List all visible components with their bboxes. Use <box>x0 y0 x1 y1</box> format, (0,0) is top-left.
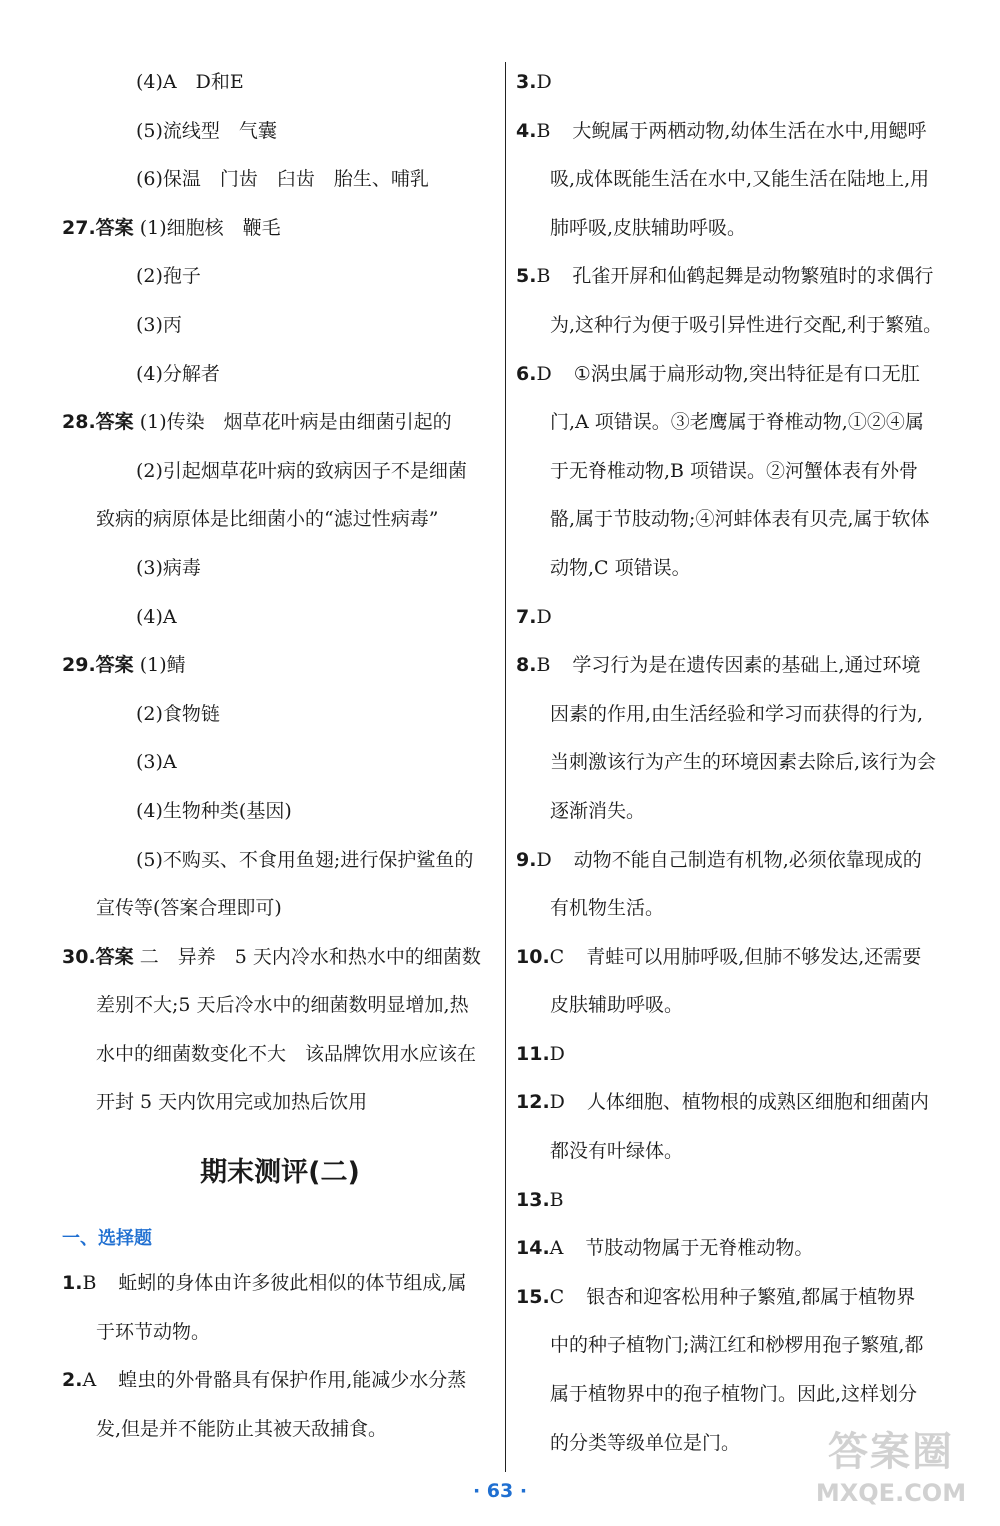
answer-letter: B <box>536 265 551 288</box>
right-column <box>516 58 952 1467</box>
question-number: 29. <box>62 654 96 677</box>
choice-answer-item <box>516 1273 952 1322</box>
answer-letter: D <box>536 71 552 93</box>
answer-text: (1)细胞核 鞭毛 <box>139 216 281 239</box>
answer-letter: D <box>536 605 552 628</box>
answer-continuation: 因素的作用,由生活经验和学习而获得的行为, <box>550 702 924 725</box>
answer-letter: D <box>536 362 552 385</box>
answer-continuation: 中的种子植物门;满江红和桫椤用孢子繁殖,都 <box>550 1334 924 1357</box>
explanation-text: 节肢动物属于无脊椎动物。 <box>585 1237 814 1260</box>
answer-subpart: (5)不购买、不食用鱼翅;进行保护鲨鱼的 <box>136 848 474 871</box>
answer-letter: B <box>536 654 551 677</box>
choice-answer-item <box>516 1176 952 1225</box>
choice-answer-item <box>516 1224 952 1273</box>
answer-subpart: (3)病毒 <box>136 556 201 579</box>
answer-item <box>62 641 498 690</box>
question-number: 5. <box>516 265 537 288</box>
explanation-text: 蚯蚓的身体由许多彼此相似的体节组成,属 <box>118 1272 467 1295</box>
question-number: 27. <box>62 216 96 239</box>
answer-letter: B <box>536 119 551 142</box>
answer-continuation: 都没有叶绿体。 <box>550 1140 684 1163</box>
answer-letter: B <box>82 1272 97 1295</box>
question-number: 30. <box>62 945 96 968</box>
answer-continuation: 逐渐消失。 <box>550 799 646 822</box>
answer-letter: B <box>549 1188 564 1211</box>
answer-text: (1)鲭 <box>139 654 186 677</box>
answer-continuation: 骼,属于节肢动物;④河蚌体表有贝壳,属于软体 <box>550 508 930 531</box>
answer-text: (1)传染 烟草花叶病是由细菌引起的 <box>139 411 452 434</box>
explanation-text: 人体细胞、植物根的成熟区细胞和细菌内 <box>586 1091 929 1114</box>
question-number: 4. <box>516 119 537 142</box>
answer-continuation: 有机物生活。 <box>550 897 665 920</box>
question-number: 12. <box>516 1091 550 1114</box>
choice-answer-item <box>516 836 952 885</box>
answer-subpart: (6)保温 门齿 臼齿 胎生、哺乳 <box>136 168 429 191</box>
answer-continuation: 的分类等级单位是门。 <box>550 1431 741 1454</box>
answer-continuation: 肺呼吸,皮肤辅助呼吸。 <box>550 216 747 239</box>
answer-label: 答案 <box>95 654 134 677</box>
explanation-text: 动物不能自己制造有机物,必须依靠现成的 <box>573 848 922 871</box>
answer-subpart: (4)生物种类(基因) <box>136 799 292 822</box>
page-number: · 63 · <box>472 1480 528 1502</box>
answer-letter: D <box>549 1042 565 1065</box>
question-number: 11. <box>516 1042 550 1065</box>
answer-continuation: 动物,C 项错误。 <box>550 556 691 579</box>
answer-subpart: (3)丙 <box>136 313 182 336</box>
answer-subpart: (2)孢子 <box>136 265 201 288</box>
section-subheading: 一、选择题 <box>62 1228 152 1250</box>
question-number: 9. <box>516 848 537 871</box>
left-column <box>62 58 498 1453</box>
section-title: 期末测评(二) <box>200 1157 360 1189</box>
answer-continuation: 开封 5 天内饮用完或加热后饮用 <box>96 1091 368 1114</box>
answer-continuation: 发,但是并不能防止其被天敌捕食。 <box>96 1417 388 1440</box>
answer-continuation: 属于植物界中的孢子植物门。因此,这样划分 <box>550 1383 918 1406</box>
answer-subpart: (5)流线型 气囊 <box>136 119 277 142</box>
answer-letter: A <box>82 1369 97 1392</box>
answer-continuation: 吸,成体既能生活在水中,又能生活在陆地上,用 <box>550 168 930 191</box>
answer-text: 二 异养 5 天内冷水和热水中的细菌数 <box>139 945 481 968</box>
answer-item <box>62 204 498 253</box>
question-number: 6. <box>516 362 537 385</box>
explanation-text: 大鲵属于两栖动物,幼体生活在水中,用鳃呼 <box>572 119 927 142</box>
explanation-text: 蝗虫的外骨骼具有保护作用,能减少水分蒸 <box>118 1369 467 1392</box>
choice-answer-item <box>516 933 952 982</box>
question-number: 14. <box>516 1237 550 1260</box>
answer-continuation: 为,这种行为便于吸引异性进行交配,利于繁殖。 <box>550 313 943 336</box>
choice-answer-item <box>516 252 952 301</box>
explanation-text: 学习行为是在遗传因素的基础上,通过环境 <box>572 654 921 677</box>
answer-subpart: (4)分解者 <box>136 362 220 385</box>
answer-continuation: 水中的细菌数变化不大 该品牌饮用水应该在 <box>96 1042 477 1065</box>
choice-answer-item <box>62 1259 498 1308</box>
question-number: 7. <box>516 605 537 628</box>
answer-letter: D <box>549 1091 565 1114</box>
answer-continuation: 差别不大;5 天后冷水中的细菌数明显增加,热 <box>96 994 469 1017</box>
choice-answer-item <box>516 641 952 690</box>
answer-item <box>62 933 498 982</box>
explanation-text: 青蛙可以用肺呼吸,但肺不够发达,还需要 <box>586 945 922 968</box>
answer-subpart: (2)食物链 <box>136 702 220 725</box>
answer-label: 答案 <box>95 411 134 434</box>
choice-answer-item <box>516 58 952 107</box>
explanation-text: ①涡虫属于扁形动物,突出特征是有口无肛 <box>573 362 920 385</box>
answer-continuation: 于无脊椎动物,B 项错误。②河蟹体表有外骨 <box>550 459 919 482</box>
choice-answer-item <box>516 593 952 642</box>
answer-letter: C <box>549 1285 565 1308</box>
watermark-logo <box>796 1426 986 1518</box>
answer-subpart: (3)A <box>136 751 177 774</box>
question-number: 1. <box>62 1272 83 1295</box>
answer-subpart: (4)A D和E <box>136 71 244 93</box>
question-number: 28. <box>62 411 96 434</box>
answer-subpart: (4)A <box>136 605 177 628</box>
choice-answer-item <box>516 350 952 399</box>
question-number: 2. <box>62 1369 83 1392</box>
choice-answer-item <box>516 1078 952 1127</box>
answer-item <box>62 398 498 447</box>
answer-continuation: 当刺激该行为产生的环境因素去除后,该行为会 <box>550 751 937 774</box>
choice-answer-item <box>516 107 952 156</box>
question-number: 15. <box>516 1285 550 1308</box>
answer-continuation: 宣传等(答案合理即可) <box>96 897 282 920</box>
answer-letter: C <box>549 945 565 968</box>
explanation-text: 孔雀开屏和仙鹤起舞是动物繁殖时的求偶行 <box>572 265 934 288</box>
choice-answer-item <box>516 1030 952 1079</box>
answer-continuation: 于环节动物。 <box>96 1320 211 1343</box>
answer-continuation: 皮肤辅助呼吸。 <box>550 994 684 1017</box>
answer-continuation: 致病的病原体是比细菌小的“滤过性病毒” <box>96 508 439 531</box>
question-number: 3. <box>516 71 537 93</box>
choice-answer-item <box>62 1356 498 1405</box>
answer-subpart: (2)引起烟草花叶病的致病因子不是细菌 <box>136 459 467 482</box>
question-number: 13. <box>516 1188 550 1211</box>
question-number: 10. <box>516 945 550 968</box>
answer-letter: D <box>536 848 552 871</box>
watermark-bottom: MXQE.COM <box>815 1479 967 1507</box>
answer-label: 答案 <box>95 216 134 239</box>
column-divider <box>505 62 506 1472</box>
watermark-top: 答案圈 <box>828 1429 954 1475</box>
answer-letter: A <box>549 1237 564 1260</box>
question-number: 8. <box>516 654 537 677</box>
answer-continuation: 门,A 项错误。③老鹰属于脊椎动物,①②④属 <box>550 411 924 434</box>
answer-label: 答案 <box>95 945 134 968</box>
explanation-text: 银杏和迎客松用种子繁殖,都属于植物界 <box>586 1285 916 1308</box>
